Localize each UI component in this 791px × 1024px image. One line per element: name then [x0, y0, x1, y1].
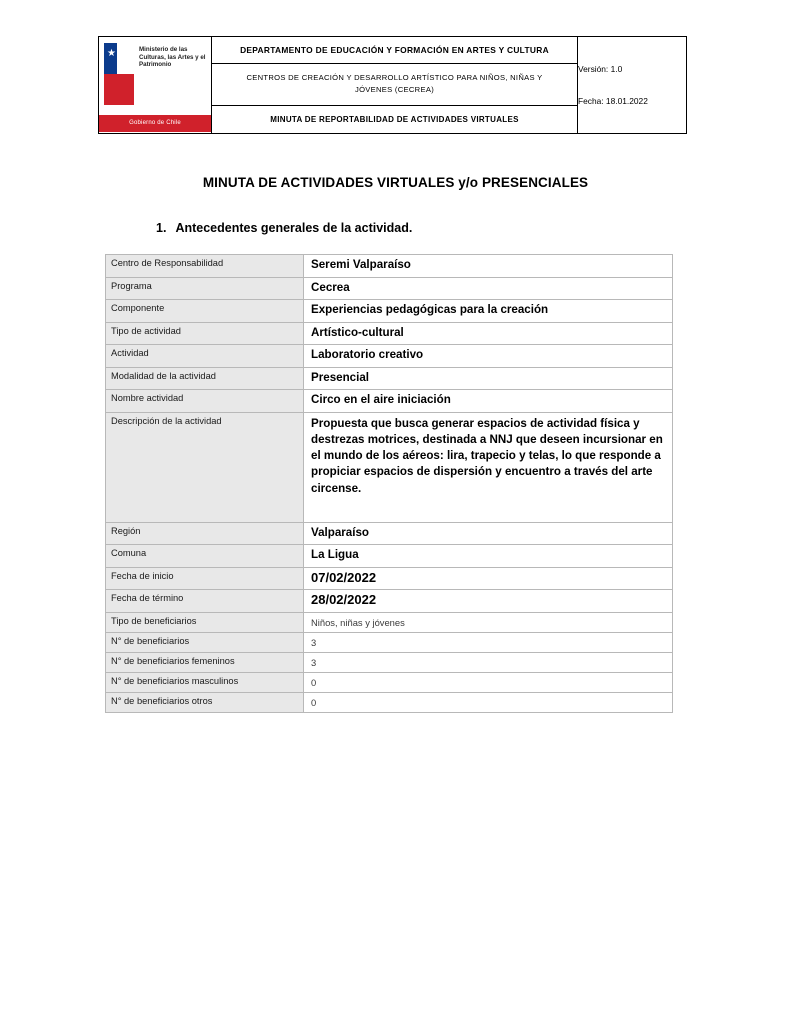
field-value: Artístico-cultural [304, 322, 673, 345]
section-heading [156, 221, 731, 235]
header-line3: MINUTA DE REPORTABILIDAD DE ACTIVIDADES VIRTUALES [270, 115, 519, 124]
field-value: 07/02/2022 [304, 567, 673, 590]
field-label: Actividad [106, 345, 304, 368]
table-row [106, 612, 673, 632]
document-header [98, 36, 687, 134]
table-row [106, 692, 673, 712]
date-label: Fecha: 18.01.2022 [578, 96, 648, 106]
header-meta [578, 37, 687, 134]
section-number: 1. [156, 221, 167, 235]
field-label: Comuna [106, 545, 304, 568]
field-label: N° de beneficiarios masculinos [106, 672, 304, 692]
field-label: Fecha de inicio [106, 567, 304, 590]
table-row [106, 652, 673, 672]
chile-flag-icon: ★ [104, 43, 134, 105]
table-row [106, 412, 673, 522]
field-label: Centro de Responsabilidad [106, 255, 304, 278]
header-line3-cell [212, 106, 578, 134]
version-label: Versión: 1.0 [578, 64, 623, 74]
field-value: Seremi Valparaíso [304, 255, 673, 278]
table-row [106, 632, 673, 652]
field-value: 3 [304, 652, 673, 672]
table-row [106, 367, 673, 390]
section-label: Antecedentes generales de la actividad. [175, 221, 413, 235]
table-row [106, 567, 673, 590]
table-row [106, 322, 673, 345]
field-value: 3 [304, 632, 673, 652]
table-row [106, 277, 673, 300]
field-value: 0 [304, 672, 673, 692]
page-title: MINUTA DE ACTIVIDADES VIRTUALES y/o PRESENCIALES [202, 175, 589, 190]
field-value: Niños, niñas y jóvenes [304, 612, 673, 632]
table-row [106, 255, 673, 278]
table-row [106, 590, 673, 613]
field-label: Tipo de actividad [106, 322, 304, 345]
ministry-name: Ministerio de las Culturas, las Artes y el Patrimonio [139, 46, 206, 69]
field-label: Nombre actividad [106, 390, 304, 413]
table-row [106, 545, 673, 568]
field-value: La Ligua [304, 545, 673, 568]
field-value: Valparaíso [304, 522, 673, 545]
table-row [106, 672, 673, 692]
antecedentes-table [105, 254, 673, 713]
header-line1-cell [212, 37, 578, 64]
field-label: N° de beneficiarios [106, 632, 304, 652]
header-line1: DEPARTAMENTO DE EDUCACIÓN Y FORMACIÓN EN ARTES Y CULTURA [240, 45, 549, 55]
table-row [106, 522, 673, 545]
field-label: N° de beneficiarios femeninos [106, 652, 304, 672]
field-label: Componente [106, 300, 304, 323]
field-value: Cecrea [304, 277, 673, 300]
field-value: Laboratorio creativo [304, 345, 673, 368]
field-label: Programa [106, 277, 304, 300]
ministry-logo-cell [99, 37, 212, 134]
field-label: Región [106, 522, 304, 545]
table-row [106, 300, 673, 323]
table-row [106, 345, 673, 368]
field-label: Descripción de la actividad [106, 412, 304, 522]
field-value: Experiencias pedagógicas para la creación [304, 300, 673, 323]
field-value: 28/02/2022 [304, 590, 673, 613]
field-label: N° de beneficiarios otros [106, 692, 304, 712]
field-label: Fecha de término [106, 590, 304, 613]
header-line2: CENTROS DE CREACIÓN Y DESARROLLO ARTÍSTICO PARA NIÑOS, NIÑAS Y JÓVENES (CECREA) [246, 73, 543, 94]
field-value: 0 [304, 692, 673, 712]
header-line2-cell [212, 64, 578, 106]
table-row [106, 390, 673, 413]
field-value: Propuesta que busca generar espacios de actividad física y destrezas motrices, destinada a NNJ que deseen incursionar en el mundo de los aéreos: lira, trapecio y telas, lo que responde a propiciar espacios de dispersión y encuentro a través del arte circense. [304, 412, 673, 522]
field-label: Modalidad de la actividad [106, 367, 304, 390]
government-label: Gobierno de Chile [99, 115, 211, 132]
field-label: Tipo de beneficiarios [106, 612, 304, 632]
field-value: Circo en el aire iniciación [304, 390, 673, 413]
ministry-logo [99, 38, 211, 132]
field-value: Presencial [304, 367, 673, 390]
